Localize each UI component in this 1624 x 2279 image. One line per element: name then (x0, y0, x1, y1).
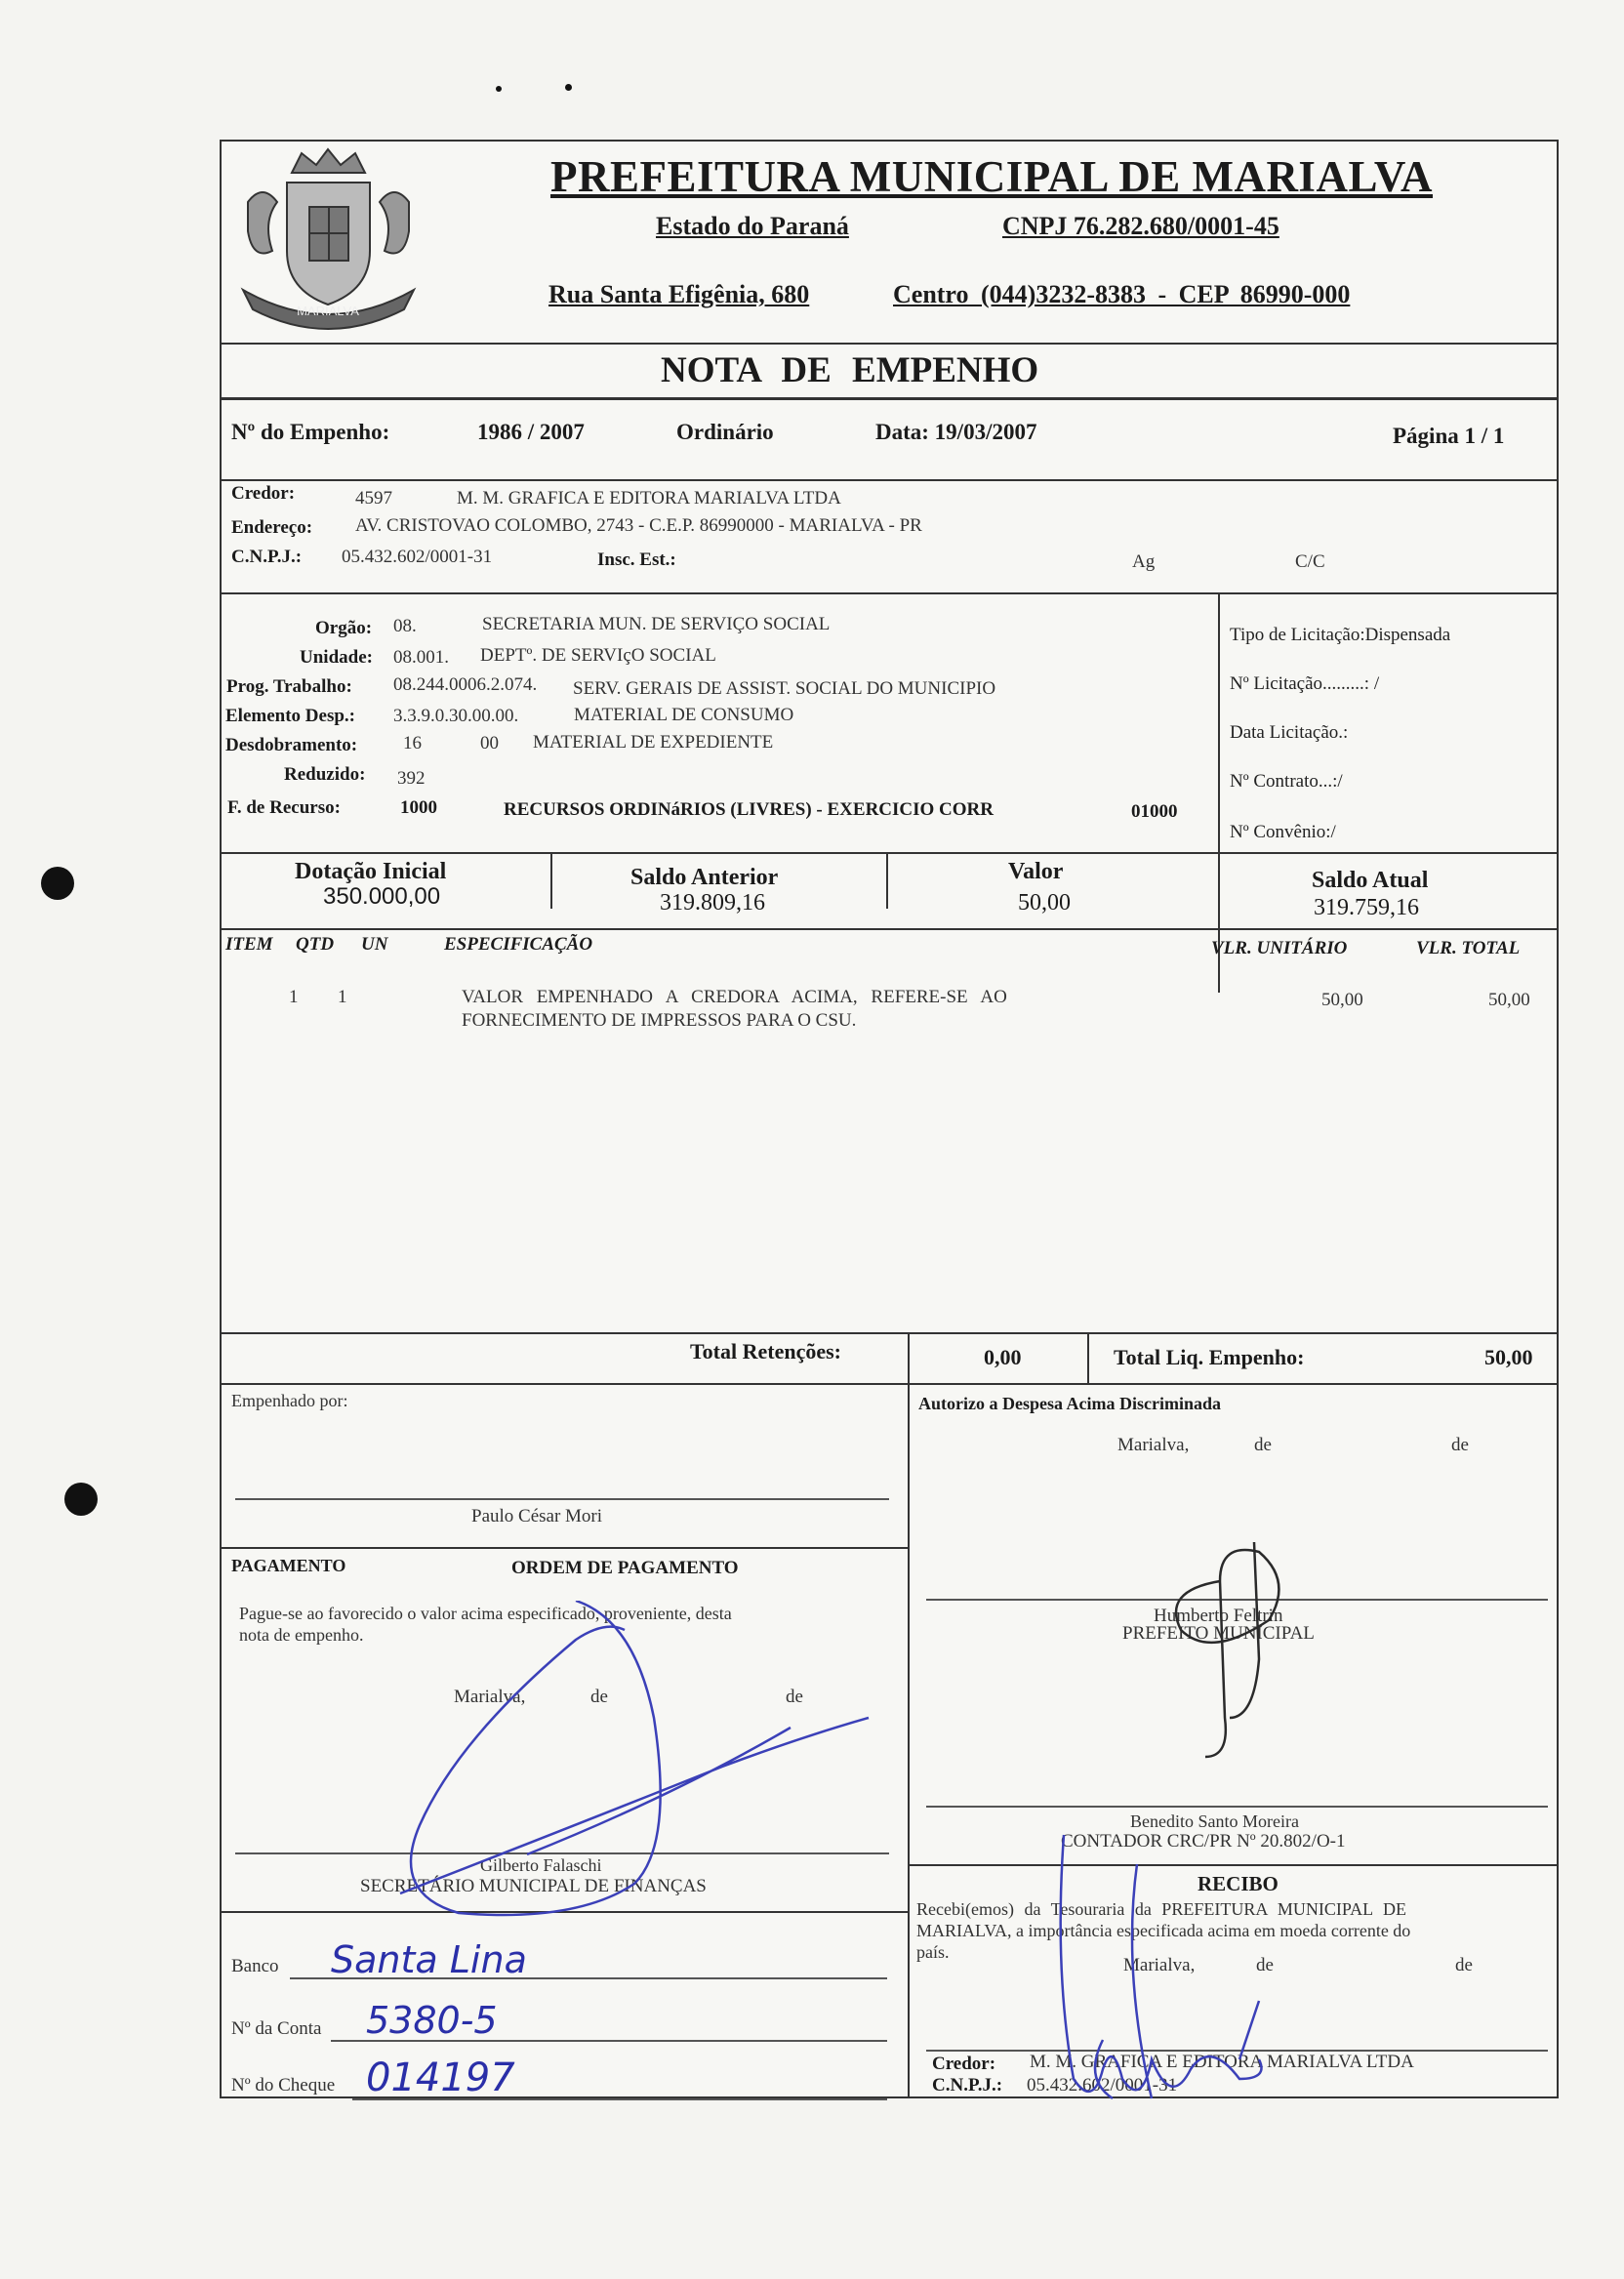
total-retencoes-label: Total Retenções: (690, 1339, 841, 1363)
desdobramento-code1: 16 (403, 733, 422, 753)
prog-label: Prog. Trabalho: (226, 676, 352, 697)
contact-label: Centro (044)3232-8383 - CEP 86990-000 (893, 280, 1351, 308)
prefeitura-title: PREFEITURA MUNICIPAL DE MARIALVA (550, 152, 1434, 201)
banco-label: Banco (231, 1956, 279, 1976)
pagamento-text1: Pague-se ao favorecido o valor acima especificado, proveniente, desta (239, 1604, 732, 1623)
divider (886, 852, 888, 909)
contador-role: CONTADOR CRC/PR Nº 20.802/O-1 (1061, 1831, 1346, 1852)
divider (1087, 1332, 1089, 1383)
dotacao-inicial-value: 350.000,00 (323, 883, 441, 910)
prog-desc: SERV. GERAIS DE ASSIST. SOCIAL DO MUNICIPIO (573, 678, 996, 699)
orgao-desc: SECRETARIA MUN. DE SERVIÇO SOCIAL (482, 614, 831, 634)
ordem-pagamento-label: ORDEM DE PAGAMENTO (511, 1558, 739, 1578)
empenho-type: Ordinário (676, 420, 774, 444)
secretario-role: SECRETÁRIO MUNICIPAL DE FINANÇAS (360, 1876, 707, 1896)
unidade-label: Unidade: (300, 647, 373, 668)
cheque-label: Nº do Cheque (231, 2075, 336, 2096)
autorizo-de2: de (1451, 1435, 1469, 1455)
punch-hole-bottom (64, 1483, 98, 1516)
conta-label: Nº da Conta (231, 2018, 322, 2039)
svg-text:MARIALVA: MARIALVA (297, 304, 359, 318)
num-convenio: Nº Convênio:/ (1230, 822, 1336, 842)
state-label: Estado do Paraná (656, 212, 849, 240)
prefeito-role: PREFEITO MUNICIPAL (1122, 1623, 1315, 1644)
num-licitacao: Nº Licitação.........: / (1230, 673, 1380, 694)
recurso-num: 01000 (1131, 801, 1178, 822)
col-total: VLR. TOTAL (1416, 938, 1521, 958)
desdobramento-label: Desdobramento: (225, 735, 358, 755)
divider (222, 1383, 1557, 1385)
autorizo-place: Marialva, (1117, 1435, 1190, 1455)
total-retencoes-value: 0,00 (984, 1345, 1022, 1369)
saldo-anterior-label: Saldo Anterior (630, 865, 779, 890)
elemento-code: 3.3.9.0.30.00.00. (393, 706, 519, 726)
desdobramento-code2: 00 (480, 733, 499, 753)
col-qtd: QTD (296, 934, 335, 955)
pagamento-de2: de (786, 1687, 803, 1707)
credor-code: 4597 (355, 488, 392, 509)
num-contrato: Nº Contrato...:/ (1230, 771, 1343, 792)
autorizo-de1: de (1254, 1435, 1272, 1455)
page-number: Página 1 / 1 (1393, 424, 1505, 448)
speck (565, 84, 572, 91)
prefeito-name: Humberto Feltrin (1154, 1606, 1283, 1626)
elemento-label: Elemento Desp.: (225, 706, 355, 726)
recibo-text2: MARIALVA, a importância especificada acima em moeda corrente do (916, 1921, 1411, 1940)
data-licitacao: Data Licitação.: (1230, 722, 1349, 743)
col-un: UN (361, 934, 388, 955)
orgao-code: 08. (393, 616, 417, 636)
divider (222, 1547, 908, 1549)
pagamento-label: PAGAMENTO (231, 1556, 346, 1575)
conta-value: 5380-5 (366, 1999, 498, 2042)
recurso-desc: RECURSOS ORDINáRIOS (LIVRES) - EXERCICIO CORR (504, 799, 994, 820)
divider (222, 592, 1557, 594)
pagamento-de1: de (590, 1687, 608, 1707)
recibo-text1: Recebi(emos) da Tesouraria da PREFEITURA MUNICIPAL DE (916, 1899, 1407, 1919)
recibo-credor: M. M. GRAFICA E EDITORA MARIALVA LTDA (1030, 2052, 1414, 2072)
row-unit: 50,00 (1321, 990, 1363, 1010)
credor-label: Credor: (231, 483, 296, 504)
empenhado-label: Empenhado por: (231, 1391, 348, 1410)
divider (222, 928, 1557, 930)
valor-label: Valor (1008, 859, 1064, 884)
address-label: Rua Santa Efigênia, 680 (548, 280, 810, 308)
recibo-place: Marialva, (1123, 1955, 1196, 1975)
row-spec-line1: VALOR EMPENHADO A CREDORA ACIMA, REFERE-SE AO (462, 987, 1007, 1007)
signature-line (926, 1599, 1548, 1601)
doc-title: NOTA DE EMPENHO (661, 350, 1039, 390)
recibo-de1: de (1256, 1955, 1274, 1975)
contador-name: Benedito Santo Moreira (1130, 1811, 1299, 1831)
banco-value: Santa Lina (331, 1938, 527, 1981)
saldo-anterior-value: 319.809,16 (660, 890, 765, 916)
empenho-number: 1986 / 2007 (477, 420, 585, 444)
divider (908, 1864, 1559, 1866)
signature-line (926, 1806, 1548, 1808)
divider (222, 852, 1557, 854)
empenho-date: Data: 19/03/2007 (875, 420, 1037, 444)
tipo-licitacao: Tipo de Licitação:Dispensada (1230, 625, 1451, 645)
saldo-atual-label: Saldo Atual (1312, 868, 1429, 893)
nota-empenho-form (220, 140, 1559, 1657)
col-item: ITEM (225, 934, 273, 955)
recurso-label: F. de Recurso: (227, 797, 341, 818)
desdobramento-desc: MATERIAL DE EXPEDIENTE (533, 732, 774, 753)
cheque-value: 014197 (366, 2055, 515, 2100)
cc-label: C/C (1295, 551, 1325, 572)
empenhado-name: Paulo César Mori (471, 1506, 603, 1526)
unidade-desc: DEPTº. DE SERVIçO SOCIAL (480, 645, 716, 666)
credor-cnpj-label: C.N.P.J.: (231, 547, 303, 567)
row-item: 1 (289, 987, 299, 1007)
credor-name: M. M. GRAFICA E EDITORA MARIALVA LTDA (457, 488, 841, 509)
ag-label: Ag (1132, 551, 1156, 572)
row-spec-line2: FORNECIMENTO DE IMPRESSOS PARA O CSU. (462, 1010, 857, 1031)
divider (908, 1655, 910, 2096)
endereco-value: AV. CRISTOVAO COLOMBO, 2743 - C.E.P. 86990000 - MARIALVA - PR (355, 515, 922, 536)
autorizo-label: Autorizo a Despesa Acima Discriminada (918, 1394, 1221, 1413)
orgao-label: Orgão: (315, 618, 373, 638)
lower-form (220, 1655, 1559, 2098)
recurso-code: 1000 (400, 797, 437, 818)
municipal-crest-icon (233, 143, 424, 339)
total-liquido-label: Total Liq. Empenho: (1114, 1345, 1305, 1369)
reduzido-label: Reduzido: (284, 764, 366, 785)
col-especificacao: ESPECIFICAÇÃO (444, 934, 593, 955)
divider (222, 1332, 1557, 1334)
pagamento-place: Marialva, (454, 1687, 526, 1707)
reduzido-code: 392 (397, 768, 426, 789)
signature-line (235, 1852, 889, 1854)
unidade-code: 08.001. (393, 647, 449, 668)
recibo-credor-label: Credor: (932, 2054, 996, 2074)
divider (908, 1332, 910, 1383)
cnpj-label: CNPJ 76.282.680/0001-45 (1002, 212, 1279, 240)
total-liquido-value: 50,00 (1484, 1345, 1533, 1369)
divider (222, 479, 1557, 481)
recibo-title: RECIBO (1198, 1872, 1279, 1895)
secretario-name: Gilberto Falaschi (480, 1855, 602, 1875)
divider (222, 343, 1557, 345)
recibo-cnpj-label: C.N.P.J.: (932, 2075, 1003, 2096)
divider (908, 1383, 910, 1659)
endereco-label: Endereço: (231, 517, 313, 538)
empenho-number-label: Nº do Empenho: (231, 420, 390, 444)
row-qtd: 1 (338, 987, 347, 1007)
valor-value: 50,00 (1018, 890, 1071, 916)
row-total: 50,00 (1488, 990, 1530, 1010)
divider (550, 852, 552, 909)
divider (222, 1911, 908, 1913)
speck (496, 86, 502, 92)
recibo-cnpj: 05.432.602/0001-31 (1027, 2075, 1178, 2096)
prog-code: 08.244.0006.2.074. (393, 674, 538, 695)
recibo-de2: de (1455, 1955, 1473, 1975)
signature-line (235, 1498, 889, 1500)
divider (222, 397, 1557, 400)
punch-hole-top (41, 867, 74, 900)
credor-cnpj-value: 05.432.602/0001-31 (342, 547, 493, 567)
divider (1218, 592, 1220, 993)
dotacao-inicial-label: Dotação Inicial (295, 859, 447, 884)
pagamento-text2: nota de empenho. (239, 1625, 364, 1645)
col-unit: VLR. UNITÁRIO (1211, 938, 1348, 958)
insc-est-label: Insc. Est.: (597, 549, 676, 570)
saldo-atual-value: 319.759,16 (1314, 895, 1419, 920)
elemento-desc: MATERIAL DE CONSUMO (574, 705, 794, 725)
recibo-text3: país. (916, 1942, 950, 1962)
